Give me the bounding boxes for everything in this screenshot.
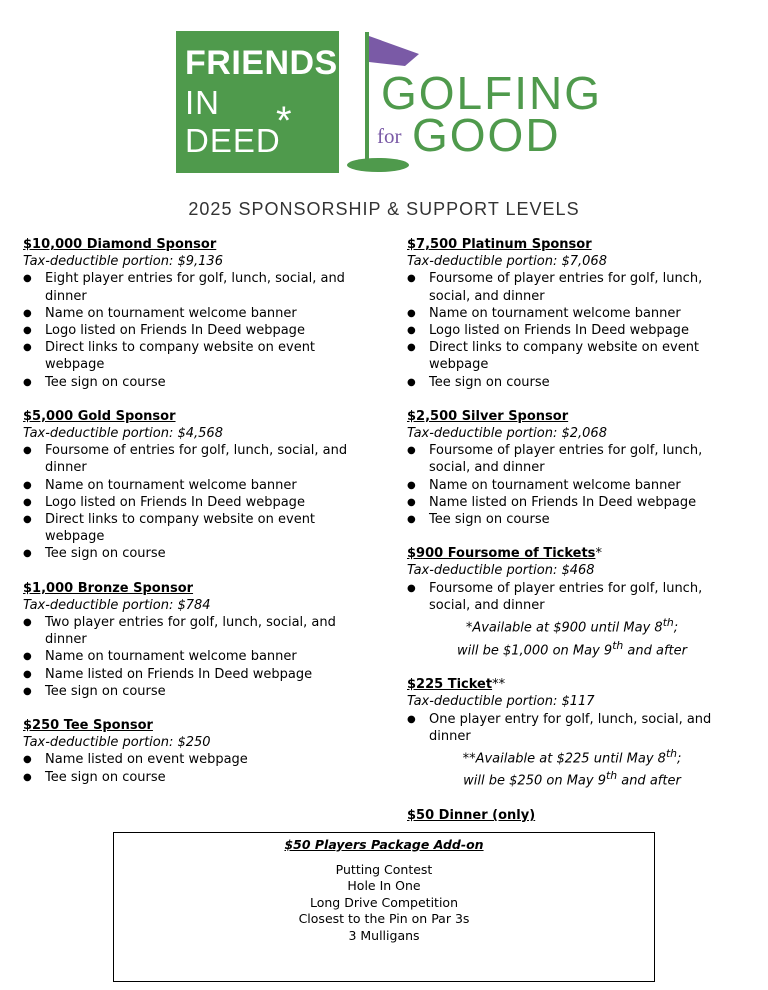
list-item: ● Logo listed on Friends In Deed webpage — [23, 494, 368, 511]
players-package-addon-box — [113, 832, 655, 982]
addon-item: Closest to the Pin on Par 3s — [298, 911, 470, 926]
availability-note — [407, 614, 737, 637]
benefit-list — [407, 442, 737, 528]
note-text: **Available at $225 until May 8 — [462, 751, 666, 767]
ticket-section — [407, 676, 737, 790]
tax-deductible: Tax-deductible portion: $9,136 — [23, 254, 223, 270]
section-title: $50 Dinner (only) — [407, 808, 536, 823]
section-title: $2,500 Silver Sponsor — [407, 408, 569, 424]
note-text: will be $250 on May 9 — [463, 773, 606, 789]
note-text: and after — [623, 642, 688, 658]
silver-sponsor-section — [407, 408, 737, 528]
list-item: ● Name on tournament welcome banner — [407, 305, 737, 322]
tax-deductible: Tax-deductible portion: $784 — [23, 597, 211, 613]
list-item: ● Name on tournament welcome banner — [23, 477, 368, 494]
benefit-list — [23, 614, 368, 700]
list-item: ● Tee sign on course — [23, 545, 368, 562]
list-item: ● Tee sign on course — [407, 374, 737, 391]
logo-line-in: IN — [185, 84, 220, 121]
tax-deductible: Tax-deductible portion: $117 — [407, 694, 595, 710]
tax-deductible: Tax-deductible portion: $468 — [407, 563, 595, 579]
tax-deductible: Tax-deductible portion: $250 — [23, 735, 211, 751]
availability-note — [407, 637, 737, 660]
for-wordmark: for — [377, 124, 402, 148]
foursome-tickets-section — [407, 545, 737, 659]
note-text: ; — [677, 751, 682, 767]
addon-item: Long Drive Competition — [309, 894, 459, 910]
section-title: $7,500 Platinum Sponsor — [407, 237, 592, 252]
page-title: 2025 SPONSORSHIP & SUPPORT LEVELS — [188, 199, 580, 219]
bronze-sponsor-section — [23, 580, 368, 700]
benefit-list — [23, 270, 368, 390]
addon-item: Hole In One — [347, 878, 421, 893]
tax-deductible: Tax-deductible portion: $4,568 — [23, 426, 223, 442]
note-superscript: th — [665, 746, 678, 760]
footnote-mark: * — [595, 546, 602, 562]
list-item: ● Tee sign on course — [407, 511, 737, 528]
list-item: ● Logo listed on Friends In Deed webpage — [23, 322, 368, 339]
benefit-list — [407, 270, 737, 390]
tee-sponsor-section — [23, 717, 368, 786]
tax-deductible: Tax-deductible portion: $2,068 — [407, 426, 607, 442]
list-item: ● Name on tournament welcome banner — [407, 477, 737, 494]
list-item: ● Direct links to company website on event webpage — [407, 339, 737, 373]
addon-list — [114, 862, 654, 945]
list-item: ● Name listed on event webpage — [23, 751, 368, 768]
section-title: $225 Ticket — [407, 677, 493, 693]
benefit-list — [23, 751, 368, 785]
list-item: ● One player entry for golf, lunch, social, and dinner — [407, 711, 737, 745]
availability-note — [407, 745, 737, 768]
list-item: ● Tee sign on course — [23, 769, 368, 786]
list-item: ● Direct links to company website on event webpage — [23, 339, 368, 373]
friends-in-deed-logo — [176, 31, 339, 173]
note-text: ; — [673, 620, 679, 636]
section-title: $1,000 Bronze Sponsor — [23, 580, 194, 596]
availability-note — [407, 767, 737, 790]
list-item: ● Foursome of player entries for golf, lunch, social, and dinner — [407, 442, 737, 476]
note-superscript: th — [612, 638, 624, 652]
tax-deductible: Tax-deductible portion: $7,068 — [407, 254, 607, 270]
list-item: ● Tee sign on course — [23, 683, 368, 700]
platinum-sponsor-section — [407, 236, 737, 391]
benefit-list — [407, 711, 737, 745]
list-item: ● Name listed on Friends In Deed webpage — [23, 666, 368, 683]
diamond-sponsor-section — [23, 236, 368, 391]
section-heading — [407, 545, 737, 562]
list-item: ● Foursome of entries for golf, lunch, social, and dinner — [23, 442, 368, 476]
list-item: ● Name on tournament welcome banner — [23, 648, 368, 665]
addon-item: Putting Contest — [335, 861, 433, 877]
note-superscript: th — [662, 616, 674, 630]
section-heading — [407, 676, 737, 693]
left-column — [23, 236, 368, 803]
section-title: $5,000 Gold Sponsor — [23, 408, 176, 424]
list-item: ● Name listed on Friends In Deed webpage — [407, 494, 737, 511]
golfing-wordmark: GOLFING — [381, 67, 603, 119]
benefit-list — [23, 442, 368, 562]
good-wordmark: GOOD — [412, 109, 561, 161]
logo-line-friends: FRIENDS — [185, 44, 338, 82]
list-item: ● Tee sign on course — [23, 374, 368, 391]
list-item: ● Two player entries for golf, lunch, social, and dinner — [23, 614, 368, 648]
note-text: and after — [617, 773, 681, 789]
footnote-mark: ** — [492, 677, 506, 693]
note-text: *Available at $900 until May 8 — [465, 620, 663, 636]
dinner-section — [407, 807, 737, 824]
benefit-list — [407, 580, 737, 614]
logo-line-deed: DEED — [185, 122, 281, 159]
section-title: $250 Tee Sponsor — [23, 718, 153, 734]
list-item: ● Foursome of player entries for golf, lunch, social, and dinner — [407, 580, 737, 614]
right-column — [407, 236, 737, 841]
list-item: ● Direct links to company website on event webpage — [23, 511, 368, 545]
logo-asterisk: * — [276, 99, 292, 143]
addon-item: 3 Mulligans — [348, 927, 420, 943]
note-text: will be $1,000 on May 9 — [456, 642, 613, 658]
list-item: ● Eight player entries for golf, lunch, social, and dinner — [23, 270, 368, 304]
section-title: $900 Foursome of Tickets — [407, 546, 596, 562]
note-superscript: th — [605, 769, 618, 783]
section-title: $10,000 Diamond Sponsor — [23, 237, 217, 252]
gold-sponsor-section — [23, 408, 368, 563]
addon-title: $50 Players Package Add-on — [284, 837, 484, 852]
list-item: ● Foursome of player entries for golf, lunch, social, and dinner — [407, 270, 737, 304]
list-item: ● Name on tournament welcome banner — [23, 305, 368, 322]
list-item: ● Logo listed on Friends In Deed webpage — [407, 322, 737, 339]
